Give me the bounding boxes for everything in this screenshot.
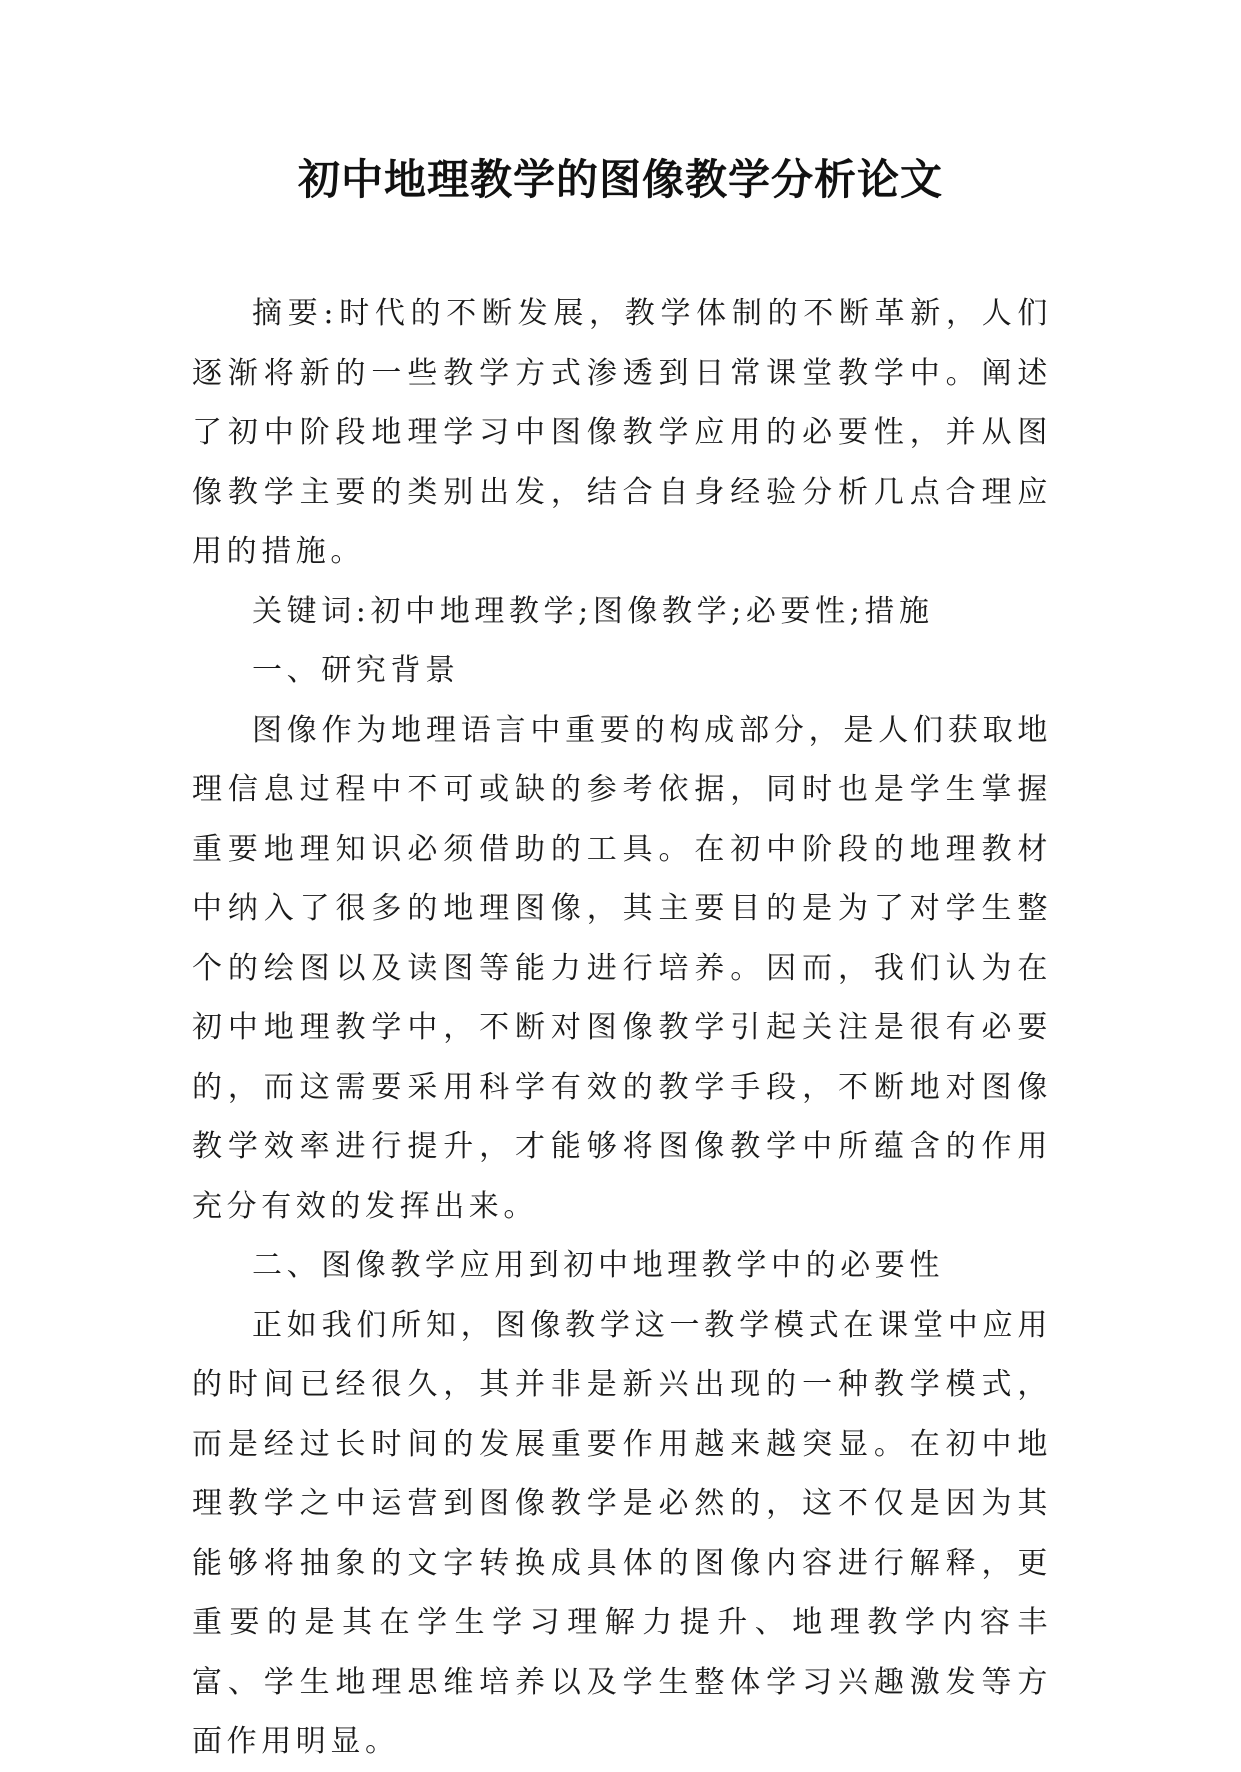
necessity-paragraph: 正如我们所知，图像教学这一教学模式在课堂中应用的时间已经很久，其并非是新兴出现的一种教学模式，而是经过长时间的发展重要作用越来越突显。在初中地理教学之中运营到图像教学是必然的，这不仅是因为其能够将抽象的文字转换成具体的图像内容进行解释，更重要的是其在学生学习理解力提升、地理教学内容丰富、学生地理思维培养以及学生整体学习兴趣激发等方面作用明显。 xyxy=(192,1307,1052,1759)
keywords-paragraph: 关键词:初中地理教学;图像教学;必要性;措施 xyxy=(252,593,934,629)
abstract-paragraph: 摘要:时代的不断发展，教学体制的不断革新，人们逐渐将新的一些教学方式渗透到日常课堂教学中。阐述了初中阶段地理学习中图像教学应用的必要性，并从图像教学主要的类别出发，结合自身经验分析几点合理应用的措施。 xyxy=(192,296,1052,569)
background-paragraph: 图像作为地理语言中重要的构成部分，是人们获取地理信息过程中不可或缺的参考依据，同时也是学生掌握重要地理知识必须借助的工具。在初中阶段的地理教材中纳入了很多的地理图像，其主要目的是为了对学生整个的绘图以及读图等能力进行培养。因而，我们认为在初中地理教学中，不断对图像教学引起关注是很有必要的，而这需要采用科学有效的教学手段，不断地对图像教学效率进行提升，才能够将图像教学中所蕴含的作用充分有效的发挥出来。 xyxy=(192,712,1052,1224)
document-title: 初中地理教学的图像教学分析论文 xyxy=(297,155,943,204)
section-heading-necessity: 二、图像教学应用到初中地理教学中的必要性 xyxy=(252,1248,944,1283)
section-heading-background: 一、研究背景 xyxy=(252,653,460,688)
document-body xyxy=(192,284,1052,1772)
